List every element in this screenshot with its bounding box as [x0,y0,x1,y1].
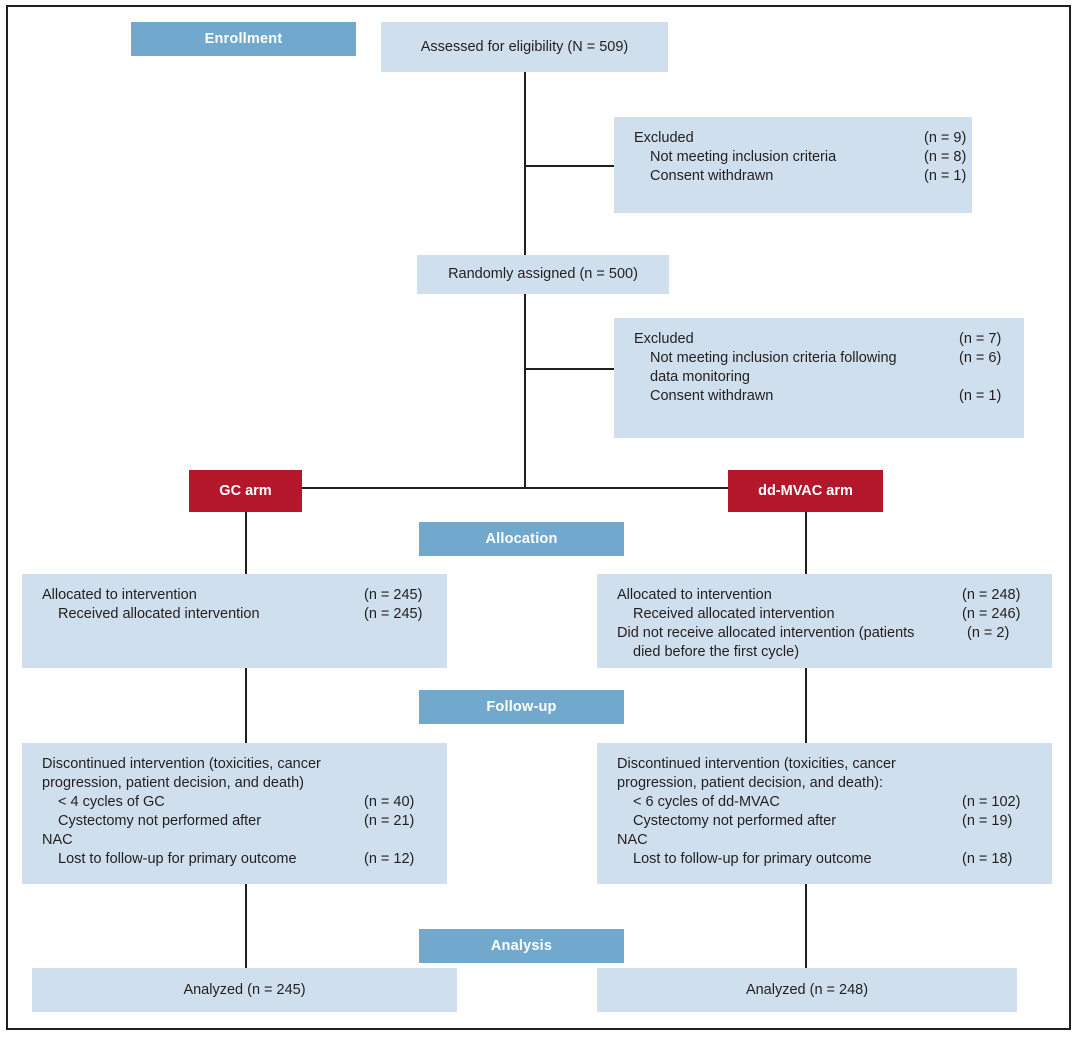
allocation-right-count: (n = 246) [962,606,1021,622]
followup-left-label: Lost to follow-up for primary outcome [58,851,297,867]
allocation-left-label: Received allocated intervention [58,606,260,622]
excluded-first-count: (n = 9) [924,130,967,146]
stage-allocation [419,522,624,556]
connector-arm-split [246,487,806,489]
followup-left-row [42,793,433,812]
allocation-right-count: (n = 248) [962,587,1021,603]
excluded-first-row [634,148,967,167]
box-allocation-left [22,574,447,668]
followup-left-row [42,755,433,774]
assessed-text: Assessed for eligibility (N = 509) [420,38,629,55]
followup-right-label: Discontinued intervention (toxicities, cancer [617,756,896,772]
box-followup-left [22,743,447,884]
analyzed-left-text: Analyzed (n = 245) [183,981,306,998]
box-excluded-second [614,318,1024,438]
followup-left-count: (n = 12) [364,851,415,867]
connector-left-arm-to-allocation [245,512,247,574]
excluded-first-count: (n = 1) [924,168,967,184]
connector-left-allocation-to-followup [245,668,247,743]
followup-left-count: (n = 40) [364,794,415,810]
allocation-right-label: died before the first cycle) [633,644,800,660]
followup-right-label: Lost to follow-up for primary outcome [633,851,872,867]
connector-assessed-to-random [524,72,526,255]
followup-right-count: (n = 18) [962,851,1013,867]
stage-enrollment-label: Enrollment [204,31,283,47]
connector-left-followup-to-analysis [245,884,247,968]
connector-right-allocation-to-followup [805,668,807,743]
followup-left-label: Discontinued intervention (toxicities, cancer [42,756,321,772]
allocation-right-row [617,624,1038,643]
followup-left-label: Cystectomy not performed after [58,813,262,829]
connector-to-excluded-1 [524,165,614,167]
allocation-left-count: (n = 245) [364,587,423,603]
excluded-second-row [634,330,1010,349]
stage-followup-label: Follow-up [486,699,557,715]
followup-left-label: NAC [42,832,73,848]
excluded-first-count: (n = 8) [924,149,967,165]
connector-right-arm-to-allocation [805,512,807,574]
followup-left-row [42,831,433,850]
followup-right-count: (n = 19) [962,813,1013,829]
allocation-right-row [617,586,1038,605]
followup-left-label: progression, patient decision, and death) [42,775,304,791]
stage-allocation-label: Allocation [485,531,558,547]
excluded-first-row [634,167,967,186]
allocation-right-label: Allocated to intervention [617,587,772,603]
box-randomly-assigned [417,255,669,294]
followup-right-row [617,831,1038,850]
excluded-first-label: Consent withdrawn [650,168,774,184]
followup-left-row [42,850,433,869]
arm-label-gc [189,470,302,512]
allocation-left-count: (n = 245) [364,606,423,622]
connector-random-to-arms [524,294,526,487]
allocation-left-row [42,605,433,624]
stage-enrollment [131,22,356,56]
excluded-second-label: Not meeting inclusion criteria following [650,350,897,366]
connector-right-followup-to-analysis [805,884,807,968]
followup-right-row [617,774,1038,793]
followup-left-label: < 4 cycles of GC [58,794,165,810]
followup-right-row [617,793,1038,812]
excluded-second-count: (n = 1) [959,388,1002,404]
excluded-second-row [634,349,1010,368]
box-assessed-for-eligibility [381,22,668,72]
box-excluded-first [614,117,972,213]
followup-right-label: NAC [617,832,648,848]
stage-analysis [419,929,624,963]
stage-followup [419,690,624,724]
followup-left-row [42,774,433,793]
allocation-right-label: Received allocated intervention [633,606,835,622]
excluded-second-count: (n = 6) [959,350,1002,366]
excluded-first-label: Not meeting inclusion criteria [650,149,837,165]
allocation-right-label: Did not receive allocated intervention (patients [617,625,915,641]
stage-analysis-label: Analysis [490,938,553,954]
allocation-left-label: Allocated to intervention [42,587,197,603]
allocation-left-row [42,586,433,605]
box-analyzed-left [32,968,457,1012]
allocation-right-row [617,605,1038,624]
box-analyzed-right [597,968,1017,1012]
followup-left-count: (n = 21) [364,813,415,829]
excluded-second-row [634,387,1010,406]
allocation-right-count: (n = 2) [967,625,1010,641]
followup-right-row [617,755,1038,774]
excluded-second-count: (n = 7) [959,331,1002,347]
excluded-second-label: data monitoring [650,369,750,385]
arm-gc-label: GC arm [219,483,272,499]
excluded-second-row [634,368,1010,387]
analyzed-right-text: Analyzed (n = 248) [745,981,869,998]
allocation-right-row [617,643,1038,662]
box-allocation-right [597,574,1052,668]
followup-right-label: progression, patient decision, and death): [617,775,884,791]
arm-ddmvac-label: dd-MVAC arm [758,483,853,499]
followup-right-label: < 6 cycles of dd-MVAC [633,794,780,810]
excluded-first-row [634,129,967,148]
followup-right-label: Cystectomy not performed after [633,813,837,829]
followup-right-count: (n = 102) [962,794,1021,810]
excluded-second-label: Consent withdrawn [650,388,774,404]
followup-right-row [617,850,1038,869]
excluded-second-label: Excluded [634,331,694,347]
followup-right-row [617,812,1038,831]
followup-left-row [42,812,433,831]
arm-label-ddmvac [728,470,883,512]
excluded-first-label: Excluded [634,130,694,146]
box-followup-right [597,743,1052,884]
randomized-text: Randomly assigned (n = 500) [448,266,638,282]
connector-to-excluded-2 [524,368,614,370]
